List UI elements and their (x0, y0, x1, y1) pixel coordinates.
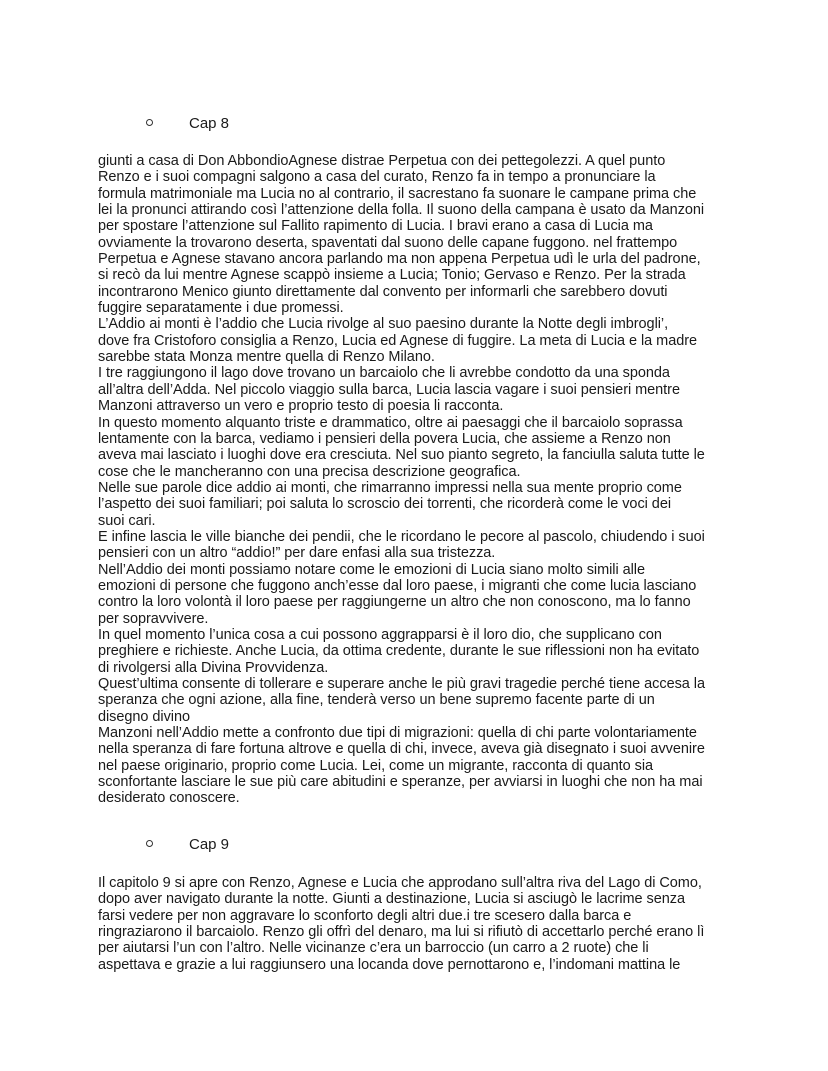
chapter-body-cap9 (98, 875, 738, 973)
text-line: Manzoni nell’Addio mette a confronto due tipi di migrazioni: quella di chi parte volontariamente (98, 725, 697, 742)
text-line: L’Addio ai monti è l’addio che Lucia rivolge al suo paesino durante la Notte degli imbrogli’, (98, 316, 669, 333)
text-line: fuggire separatamente i due promessi. (98, 300, 344, 317)
text-line: dopo aver navigato durante la notte. Giunti a destinazione, Lucia si asciugò le lacrime senza (98, 891, 685, 908)
text-line: Perpetua e Agnese stavano ancora parlando ma non appena Perpetua udì le urla del padrone, (98, 251, 701, 268)
text-line: In quel momento l’unica cosa a cui possono aggrapparsi è il loro dio, che supplicano con (98, 626, 662, 643)
text-line: Nell’Addio dei monti possiamo notare come le emozioni di Lucia siano molto simili alle (98, 561, 645, 578)
text-line: pensieri con un altro “addio!” per dare enfasi alla sua tristezza. (98, 545, 496, 562)
text-line: contro la loro volontà il loro paese per raggiungerne un altro che non conoscono, ma lo fanno (98, 594, 691, 611)
text-line: emozioni di persone che fuggono anch’esse dal loro paese, i migranti che come lucia lasciano (98, 577, 697, 594)
text-line: farsi vedere per non aggravare lo sconforto degli altri due.i tre scesero dalla barca e (98, 907, 632, 924)
text-line: dove fra Cristoforo consiglia a Renzo, Lucia ed Agnese di fuggire. La meta di Lucia e la madre (98, 332, 698, 349)
text-line: nella speranza di fare fortuna altrove e quella di chi, invece, aveva già disegnato i suoi avvenire (98, 741, 705, 758)
text-line: Il capitolo 9 si apre con Renzo, Agnese e Lucia che approdano sull’altra riva del Lago di Como, (98, 875, 702, 891)
text-line: l’aspetto dei suoi familiari; poi saluta lo scroscio dei torrenti, che ricorderà come le voci dei (98, 496, 671, 513)
text-line: preghiere e richieste. Anche Lucia, da ottima credente, durante le sue riflessioni non ha evitato (98, 643, 700, 660)
chapter-title: Cap 8 (189, 114, 230, 132)
text-line: cose che le mancheranno con una precisa descrizione geografica. (98, 463, 521, 480)
bullet-icon (146, 119, 153, 126)
text-line: incontrarono Menico giunto direttamente dal convento per informarli che sarebbero dovuti (98, 283, 668, 300)
text-line: E infine lascia le ville bianche dei pendii, che le ricordano le pecore al pascolo, chiudendo i suoi (98, 528, 705, 545)
text-line: lentamente con la barca, vediamo i pensieri della povera Lucia, che assieme a Renzo non (98, 430, 671, 447)
text-line: per aiutarsi l’un con l’altro. Nelle vicinanze c’era un barroccio (un carro a 2 ruote) che li (98, 940, 649, 957)
text-line: per spostare l’attenzione sul Fallito rapimento di Lucia. I bravi erano a casa di Lucia ma (98, 218, 653, 235)
text-line: ringraziarono il barcaiolo. Renzo gli offrì del denaro, ma lui si rifiutò di accettarlo perché erano lì (98, 924, 705, 941)
text-line: In questo momento alquanto triste e drammatico, oltre ai paesaggi che il barcaiolo soprassa (98, 414, 683, 431)
text-line: sarebbe stata Monza mentre quella di Renzo Milano. (98, 349, 435, 366)
text-line: all’altra dell’Adda. Nel piccolo viaggio sulla barca, Lucia lascia vagare i suoi pensieri mentre (98, 381, 680, 398)
chapter-heading-cap9 (146, 833, 229, 855)
text-line: si recò da lui mentre Agnese scappò insieme a Lucia; Tonio; Gervaso e Renzo. Per la strada (98, 267, 686, 284)
text-line: aspettava e grazie a lui raggiunsero una locanda dove pernottarono e, l’indomani mattina le (98, 956, 681, 973)
text-line: giunti a casa di Don AbbondioAgnese distrae Perpetua con dei pettegolezzi. A quel punto (98, 153, 666, 169)
text-line: per sopravvivere. (98, 610, 209, 627)
text-line: sconfortante lasciare le sue più care abitudini e speranze, per avviarsi in luoghi che non ha mai (98, 774, 703, 791)
text-line: Nelle sue parole dice addio ai monti, che rimarranno impressi nella sua mente proprio come (98, 479, 682, 496)
text-line: speranza che ogni azione, alla fine, tenderà verso un bene supremo facente parte di un (98, 692, 655, 709)
chapter-title: Cap 9 (189, 835, 230, 853)
text-line: aveva mai lasciato i luoghi dove era cresciuta. Nel suo pianto segreto, la fanciulla saluta tutte le (98, 447, 705, 464)
text-line: Renzo e i suoi compagni salgono a casa del curato, Renzo fa in tempo a pronunciare la (98, 169, 656, 186)
text-line: I tre raggiungono il lago dove trovano un barcaiolo che li avrebbe condotto da una sponda (98, 365, 670, 382)
chapter-heading-cap8 (146, 112, 229, 134)
text-line: Manzoni attraverso un vero e proprio testo di poesia li racconta. (98, 398, 504, 415)
text-line: Quest’ultima consente di tollerare e superare anche le più gravi tragedie perché tiene accesa la (98, 676, 705, 692)
chapter-body-cap8 (98, 153, 738, 807)
bullet-icon (146, 840, 153, 847)
text-line: formula matrimoniale ma Lucia no al contrario, il sacrestano fa suonare le campane prima che (98, 185, 697, 202)
text-line: nel paese originario, proprio come Lucia. Lei, come un migrante, racconta di quanto sia (98, 757, 654, 774)
text-line: lei la pronunci attirando così l’attenzione della folla. Il suono della campana è usato da Manzoni (98, 202, 705, 219)
text-line: suoi cari. (98, 512, 156, 529)
text-line: di rivolgersi alla Divina Provvidenza. (98, 659, 329, 676)
text-line: desiderato conoscere. (98, 790, 240, 807)
text-line: ovviamente la trovarono deserta, spaventati dal suono delle capane fuggono. nel frattempo (98, 234, 678, 251)
text-line: disegno divino (98, 708, 191, 725)
